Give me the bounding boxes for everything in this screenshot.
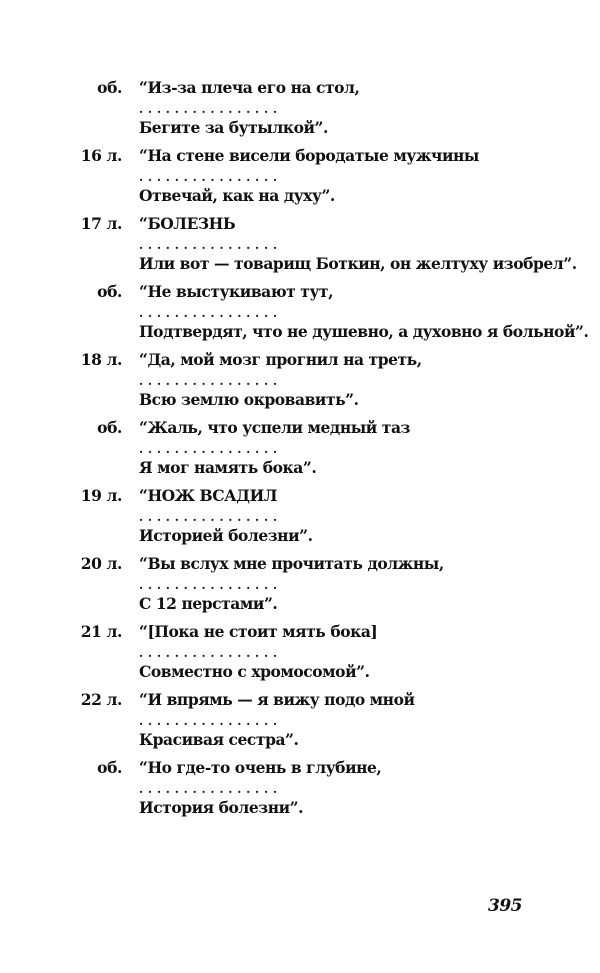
ellipsis-dots: ................	[139, 510, 282, 524]
manuscript-entry	[0, 80, 600, 148]
quote-first-line: “Да, мой мозг прогнил на треть,	[139, 350, 422, 369]
quote-last-line: Я мог намять бока”.	[139, 458, 317, 477]
quote-last-line: История болезни”.	[139, 798, 304, 817]
quote-last-line: Отвечай, как на духу”.	[139, 186, 335, 205]
quote-last-line: Красивая сестра”.	[139, 730, 299, 749]
ellipsis-dots: ................	[139, 442, 282, 456]
manuscript-entry	[0, 760, 600, 828]
quote-first-line: “И впрямь — я вижу подо мной	[139, 690, 415, 709]
sheet-label: об.	[97, 78, 122, 97]
sheet-label: 16 л.	[80, 146, 122, 165]
manuscript-entry	[0, 624, 600, 692]
ellipsis-dots: ................	[139, 374, 282, 388]
quote-last-line: Всю землю окровавить”.	[139, 390, 359, 409]
quote-last-line: Совместно с хромосомой”.	[139, 662, 370, 681]
manuscript-entry	[0, 488, 600, 556]
ellipsis-dots: ................	[139, 782, 282, 796]
page-number: 395	[488, 896, 522, 916]
sheet-label: 17 л.	[80, 214, 122, 233]
quote-last-line: Историей болезни”.	[139, 526, 313, 545]
sheet-label: об.	[97, 758, 122, 777]
sheet-label: 22 л.	[80, 690, 122, 709]
sheet-label: 18 л.	[80, 350, 122, 369]
quote-first-line: “На стене висели бородатые мужчины	[139, 146, 479, 165]
sheet-label: 19 л.	[80, 486, 122, 505]
quote-last-line: Или вот — товарищ Боткин, он желтуху изобрел”.	[139, 254, 577, 273]
quote-first-line: “Жаль, что успели медный таз	[139, 418, 410, 437]
manuscript-entry	[0, 216, 600, 284]
quote-first-line: “БОЛЕЗНЬ	[139, 214, 236, 233]
ellipsis-dots: ................	[139, 578, 282, 592]
quote-first-line: “[Пока не стоит мять бока]	[139, 622, 378, 641]
ellipsis-dots: ................	[139, 714, 282, 728]
manuscript-entry	[0, 692, 600, 760]
ellipsis-dots: ................	[139, 646, 282, 660]
quote-last-line: Бегите за бутылкой”.	[139, 118, 328, 137]
manuscript-entry	[0, 420, 600, 488]
quote-first-line: “Из-за плеча его на стол,	[139, 78, 360, 97]
manuscript-entry	[0, 556, 600, 624]
quote-first-line: “НОЖ ВСАДИЛ	[139, 486, 278, 505]
manuscript-entry	[0, 284, 600, 352]
ellipsis-dots: ................	[139, 306, 282, 320]
sheet-label: 20 л.	[80, 554, 122, 573]
sheet-label: об.	[97, 418, 122, 437]
ellipsis-dots: ................	[139, 102, 282, 116]
sheet-label: об.	[97, 282, 122, 301]
quote-first-line: “Вы вслух мне прочитать должны,	[139, 554, 444, 573]
quote-last-line: С 12 перстами”.	[139, 594, 278, 613]
manuscript-entry	[0, 352, 600, 420]
quote-first-line: “Не выстукивают тут,	[139, 282, 334, 301]
manuscript-entry	[0, 148, 600, 216]
quote-last-line: Подтвердят, что не душевно, а духовно я больной”.	[139, 322, 589, 341]
sheet-label: 21 л.	[80, 622, 122, 641]
quote-first-line: “Но где-то очень в глубине,	[139, 758, 382, 777]
ellipsis-dots: ................	[139, 170, 282, 184]
ellipsis-dots: ................	[139, 238, 282, 252]
